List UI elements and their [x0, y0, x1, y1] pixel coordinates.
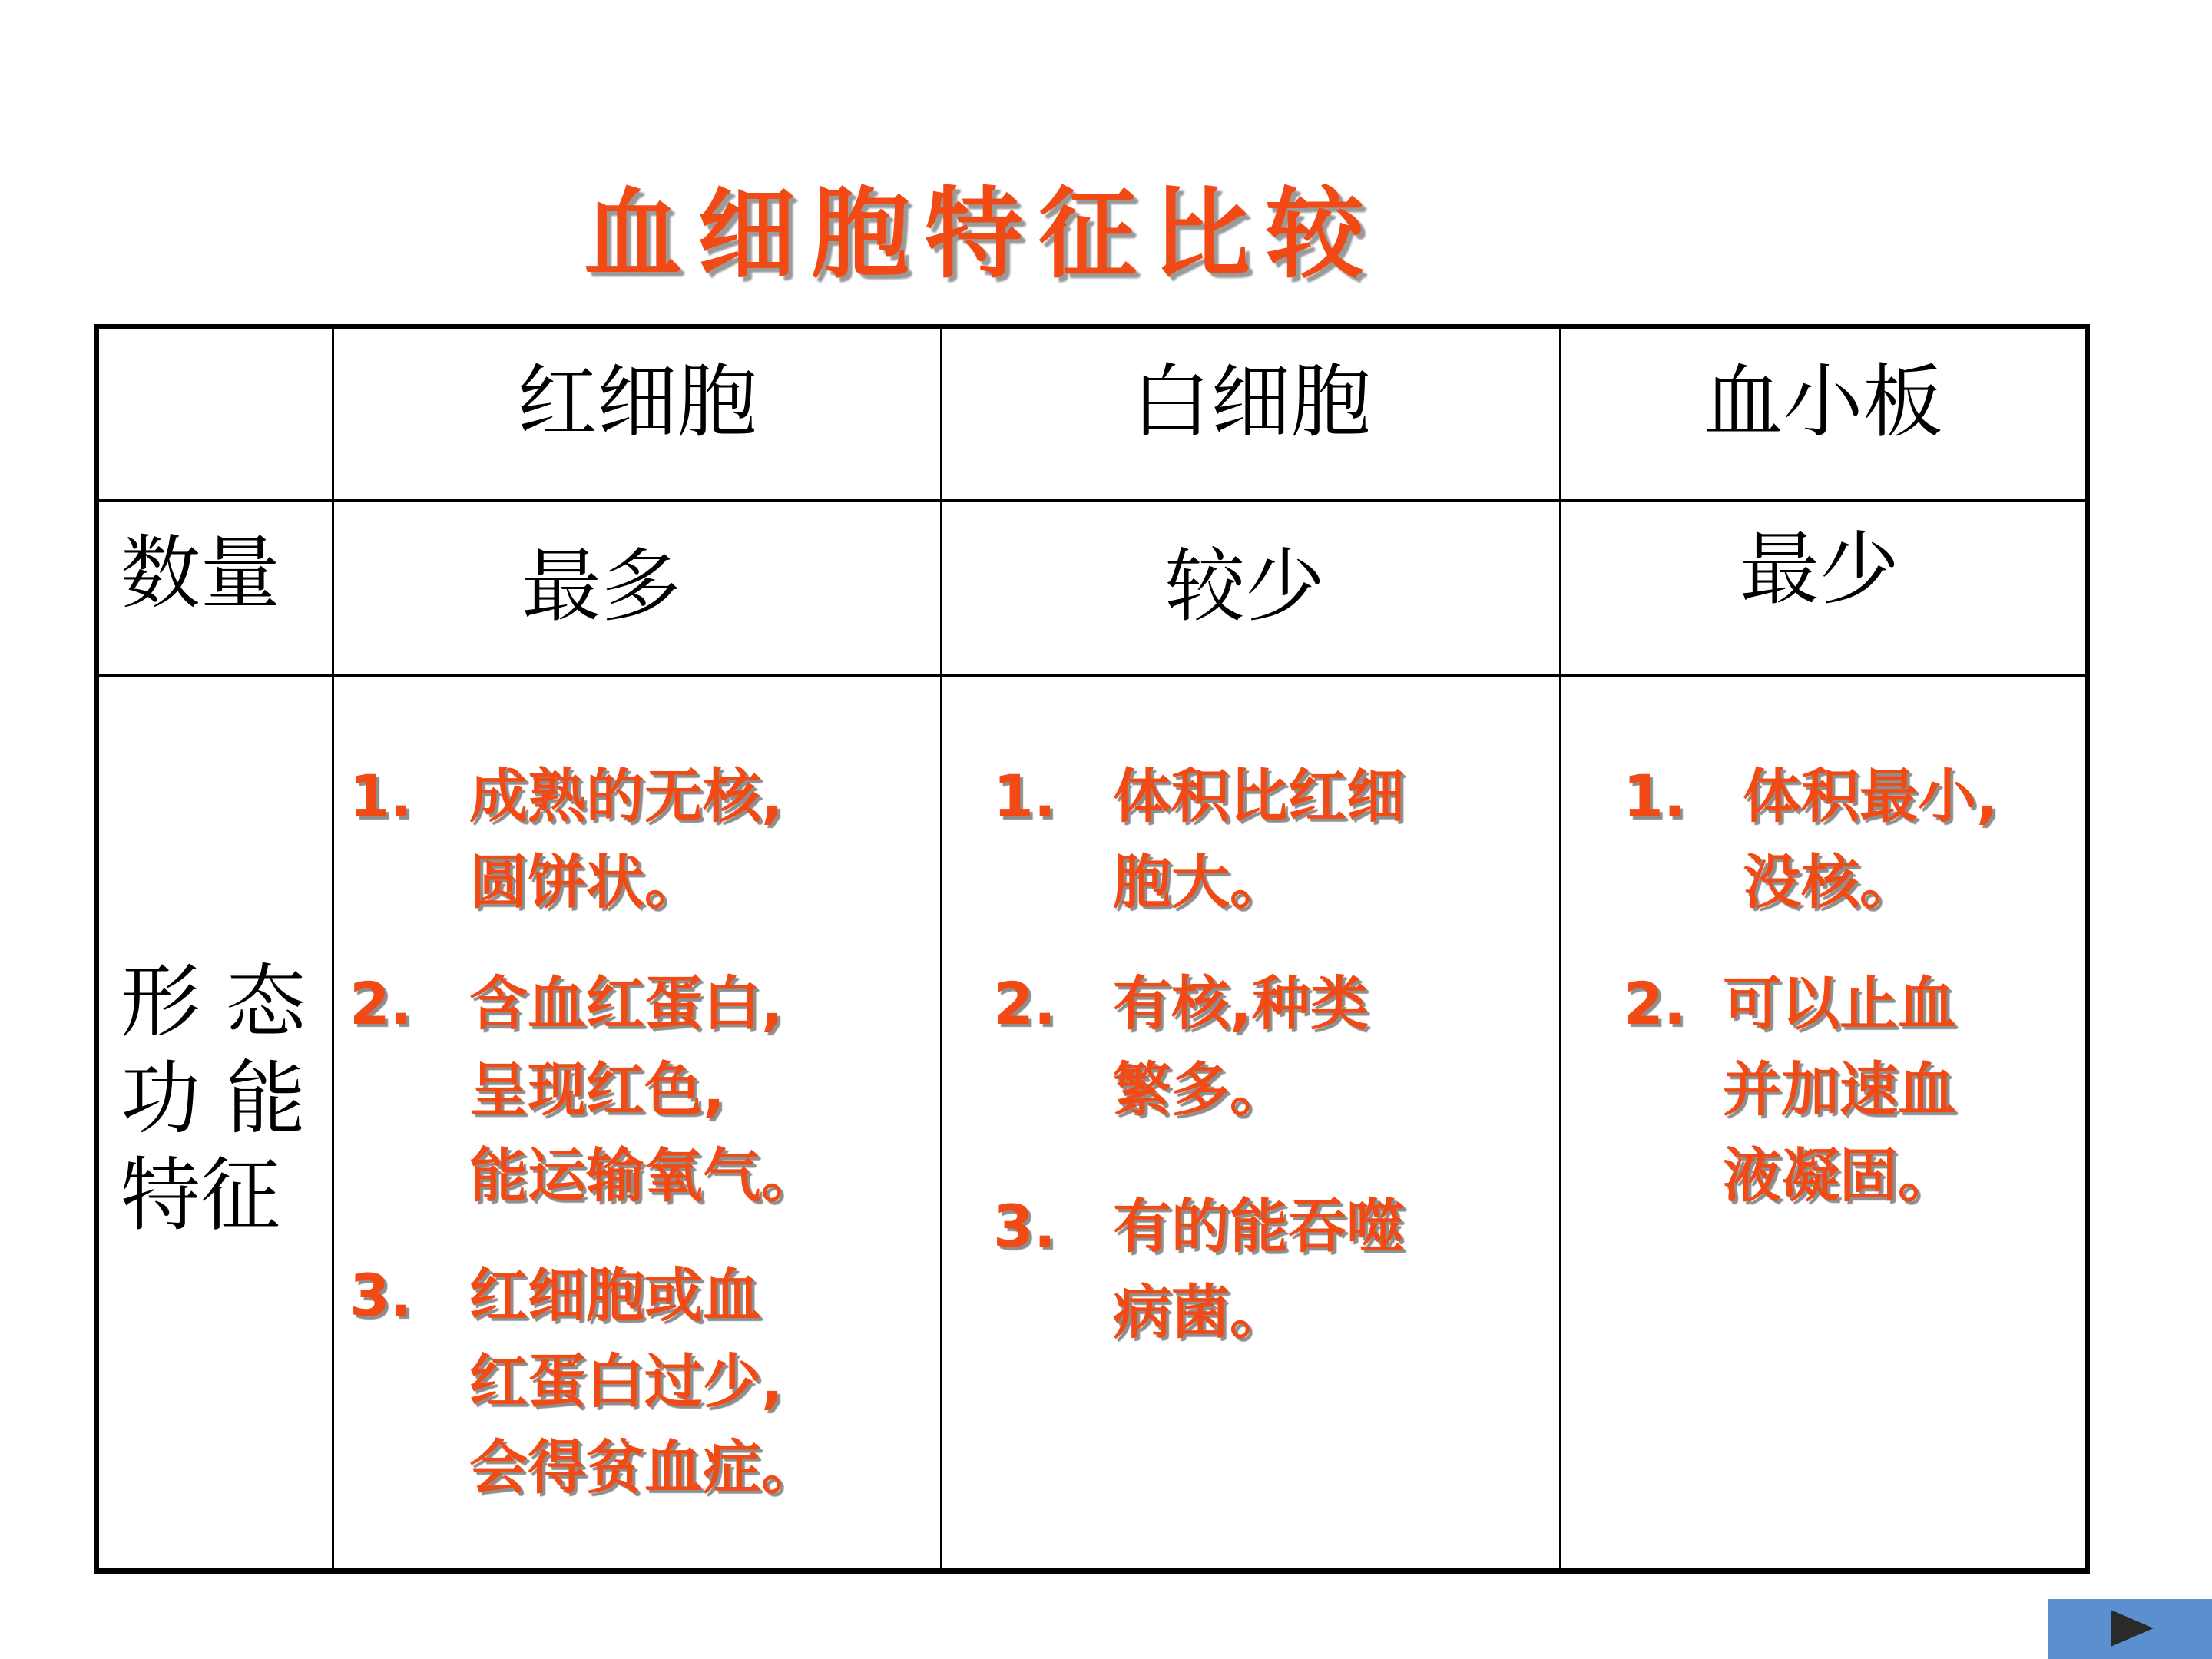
- feature-line: 有的能吞噬: [1113, 1192, 1405, 1260]
- feature-item: [349, 1253, 820, 1511]
- quantity-platelet: 最少: [1740, 522, 1900, 616]
- feature-line: 圆饼状。: [469, 848, 703, 916]
- feature-item: [1623, 961, 1956, 1219]
- corner-cell: [97, 327, 333, 501]
- features-red-blood-cell: [333, 676, 942, 1571]
- features-label-line: 形 态: [121, 955, 306, 1048]
- feature-line: 成熟的无核,: [469, 762, 783, 830]
- feature-number: 1.: [993, 762, 1056, 830]
- features-row: [97, 676, 2088, 1571]
- feature-line: 胞大。: [1113, 848, 1288, 916]
- feature-number: 1.: [1623, 762, 1686, 830]
- feature-line: 红蛋白过少,: [469, 1347, 783, 1416]
- quantity-label: 数量: [121, 526, 281, 620]
- feature-number: 1.: [349, 762, 412, 830]
- feature-line: 呈现红色,: [469, 1055, 725, 1124]
- features-label: [121, 953, 306, 1243]
- feature-line: 可以止血: [1723, 969, 1956, 1038]
- feature-line: 病菌。: [1113, 1278, 1288, 1346]
- feature-item: [993, 961, 1369, 1133]
- feature-item: [993, 753, 1405, 926]
- quantity-cell: [333, 501, 942, 676]
- quantity-white-blood-cell: 较少: [1165, 539, 1326, 633]
- features-label-line: 功 能: [121, 1051, 306, 1145]
- feature-number: 2.: [993, 969, 1056, 1038]
- feature-line: 体积比红细: [1113, 762, 1405, 830]
- quantity-cell: [1561, 501, 2088, 676]
- quantity-label-cell: [97, 501, 333, 676]
- quantity-row: [97, 501, 2088, 676]
- feature-line: 红细胞或血: [469, 1261, 761, 1330]
- header-platelet: 血小板: [1703, 355, 1943, 449]
- feature-line: 体积最小,: [1743, 762, 1998, 830]
- feature-number: 3.: [349, 1261, 412, 1330]
- feature-number: 2.: [349, 969, 412, 1038]
- feature-line: 会得贫血症。: [469, 1433, 820, 1502]
- feature-number: 3.: [993, 1192, 1056, 1260]
- page-title: 血细胞特征比较: [584, 177, 1380, 292]
- quantity-red-blood-cell: 最多: [522, 539, 682, 633]
- feature-line: 含血红蛋白,: [469, 969, 783, 1038]
- feature-line: 有核,种类: [1113, 969, 1369, 1038]
- feature-line: 能运输氧气。: [469, 1141, 820, 1210]
- features-label-line: 特征: [121, 1148, 281, 1242]
- header-white-blood-cell: 白细胞: [1131, 355, 1371, 449]
- feature-line: 没核。: [1743, 848, 1918, 916]
- feature-line: 繁多。: [1113, 1055, 1288, 1124]
- play-triangle-icon: [2109, 1608, 2155, 1648]
- header-red-blood-cell: 红细胞: [517, 355, 757, 449]
- comparison-table: [94, 324, 2090, 1574]
- features-platelet: [1561, 676, 2088, 1571]
- header-cell: [942, 327, 1561, 501]
- feature-item: [349, 961, 820, 1219]
- feature-item: [993, 1184, 1405, 1356]
- header-cell: [1561, 327, 2088, 501]
- feature-item: [1623, 753, 1998, 926]
- header-cell: [333, 327, 942, 501]
- feature-line: 液凝固。: [1723, 1141, 1956, 1210]
- feature-number: 2.: [1623, 969, 1686, 1038]
- features-label-cell: [97, 676, 333, 1571]
- feature-item: [349, 753, 783, 926]
- feature-line: 并加速血: [1723, 1055, 1956, 1124]
- header-row: [97, 327, 2088, 501]
- next-slide-button[interactable]: [2048, 1599, 2212, 1659]
- features-white-blood-cell: [942, 676, 1561, 1571]
- quantity-cell: [942, 501, 1561, 676]
